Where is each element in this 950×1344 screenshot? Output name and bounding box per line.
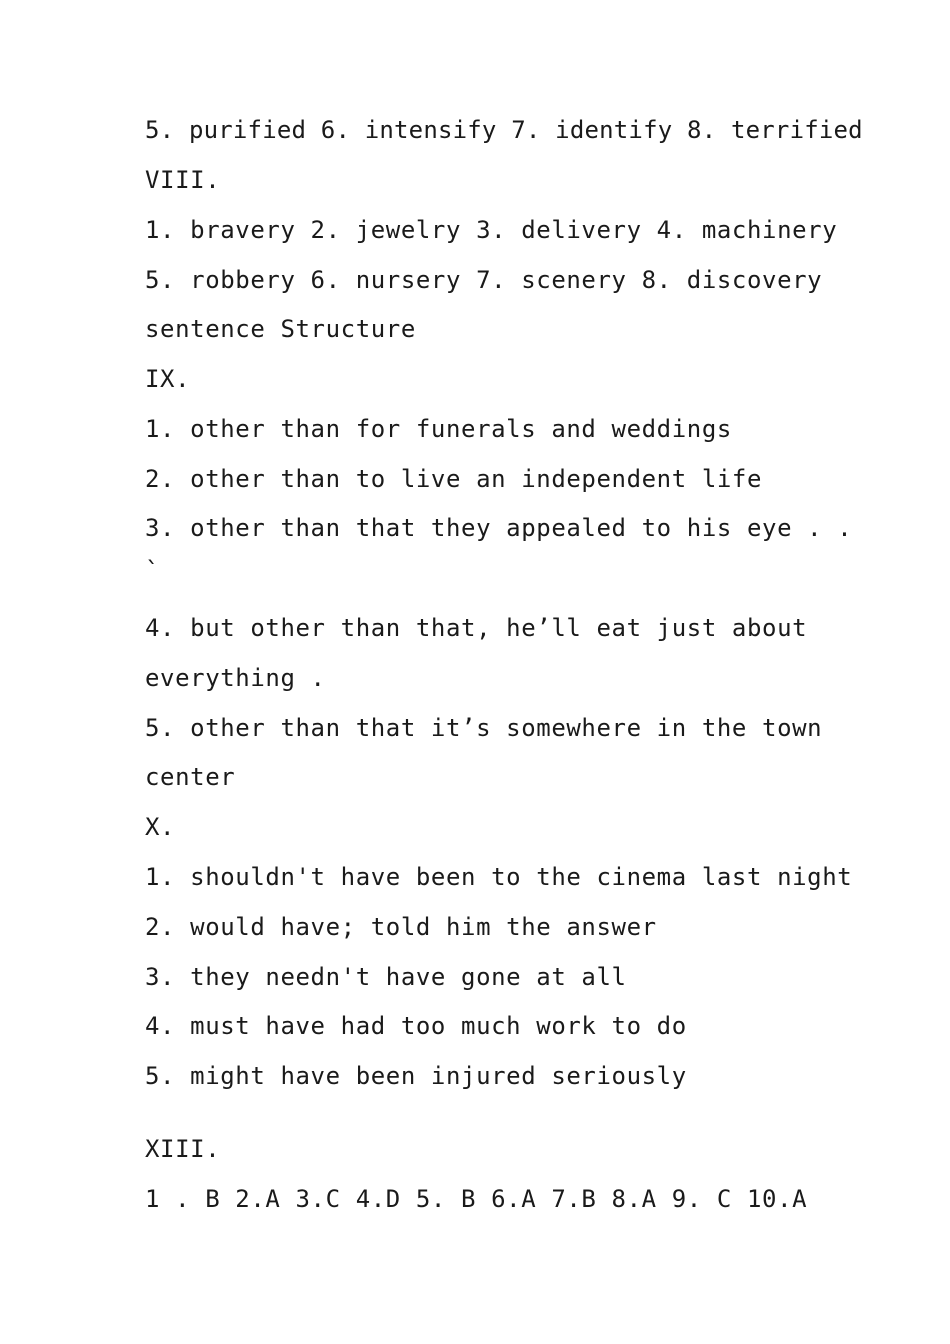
answer-line-ix-4: 4. but other than that, he’ll eat just about <box>145 614 808 642</box>
answer-line-ix-5-cont: center <box>145 763 236 791</box>
stray-mark: ` <box>145 557 161 585</box>
answer-line-x-3: 3. they needn't have gone at all <box>145 963 627 991</box>
answer-line-xiii-1-10: 1 . B 2.A 3.C 4.D 5. B 6.A 7.B 8.A 9. C 10.A <box>145 1185 808 1213</box>
answer-line-x-4: 4. must have had too much work to do <box>145 1012 687 1040</box>
answer-line-x-5: 5. might have been injured seriously <box>145 1062 687 1090</box>
answer-line-group7-1-4: 5. purified 6. intensify 7. identify 8. terrified <box>145 116 863 144</box>
section-heading-viii: VIII. <box>145 166 221 194</box>
section-heading-x: X. <box>145 813 176 841</box>
answer-line-viii-1-4: 1. bravery 2. jewelry 3. delivery 4. machinery <box>145 216 838 244</box>
answer-line-ix-3: 3. other than that they appealed to his eye . . <box>145 514 853 542</box>
section-heading-ix: IX. <box>145 365 191 393</box>
answer-line-ix-1: 1. other than for funerals and weddings <box>145 415 732 443</box>
answer-line-x-1: 1. shouldn't have been to the cinema last night <box>145 863 853 891</box>
section-subtitle-sentence-structure: sentence Structure <box>145 315 416 343</box>
section-heading-xiii: XIII. <box>145 1135 221 1163</box>
answer-line-ix-5: 5. other than that it’s somewhere in the town <box>145 714 823 742</box>
answer-line-ix-4-cont: everything . <box>145 664 326 692</box>
answer-line-ix-2: 2. other than to live an independent life <box>145 465 763 493</box>
answer-line-x-2: 2. would have; told him the answer <box>145 913 657 941</box>
answer-line-viii-5-8: 5. robbery 6. nursery 7. scenery 8. discovery <box>145 266 823 294</box>
